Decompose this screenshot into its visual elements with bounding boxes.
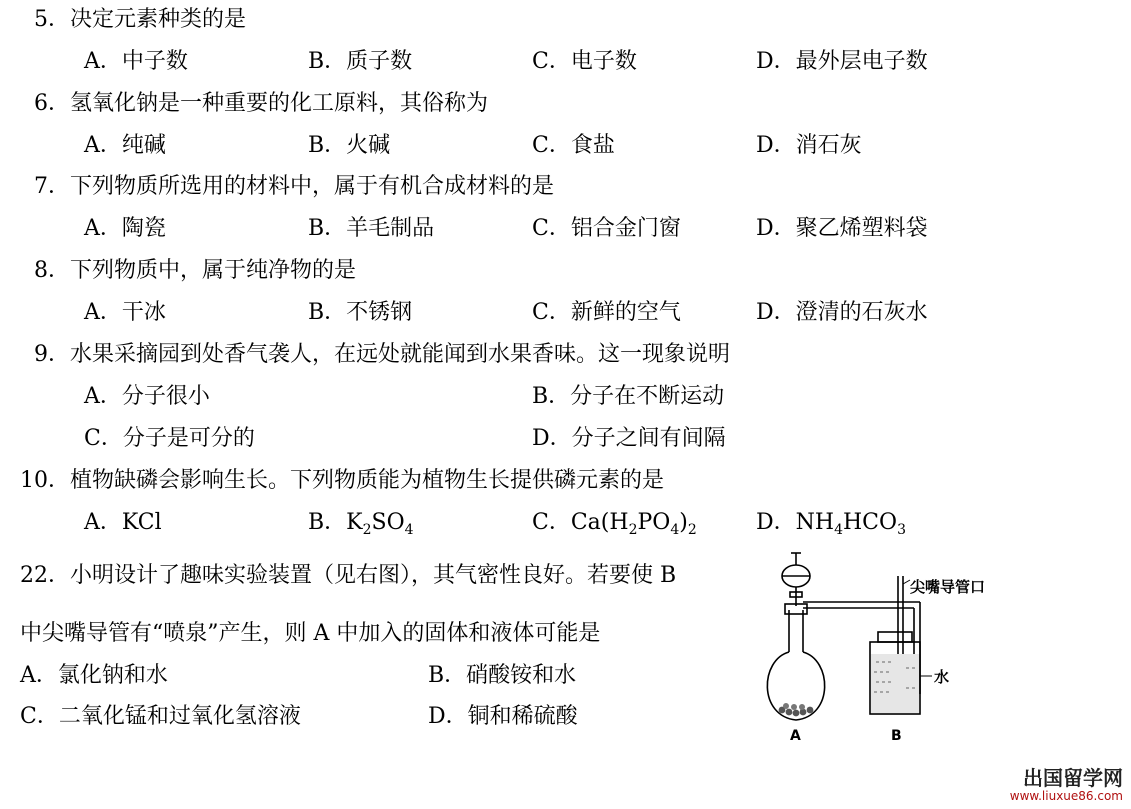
question-text: 决定元素种类的是 (70, 7, 247, 32)
q9-option-b: B．分子在不断运动 (532, 384, 725, 409)
q22-option-d: D．铜和稀硫酸 (428, 704, 578, 729)
q8-option-b: B．不锈钢 (308, 300, 413, 325)
question-number: 7． (34, 174, 70, 199)
q22-option-b: B．硝酸铵和水 (428, 663, 577, 688)
q9-option-a: A．分子很小 (84, 384, 210, 409)
label-b: B (891, 728, 902, 744)
question-text: 下列物质所选用的材料中，属于有机合成材料的是 (70, 174, 555, 199)
formula-part: HCO (843, 510, 898, 535)
watermark-logo (1010, 767, 1123, 803)
apparatus-diagram (760, 548, 1010, 748)
watermark-url: www.liuxue86.com (1009, 789, 1123, 803)
q10-option-b (308, 508, 414, 545)
q10-option-d (756, 508, 906, 545)
question-9-stem (34, 340, 730, 370)
question-text: 植物缺磷会影响生长。下列物质能为植物生长提供磷元素的是 (70, 468, 665, 493)
formula-subscript: 2 (362, 522, 372, 538)
q9-option-c: C．分子是可分的 (84, 426, 255, 451)
q7-option-a: A．陶瓷 (84, 216, 166, 241)
formula-subscript: 3 (897, 522, 906, 538)
formula-part: SO (371, 510, 405, 535)
question-6-stem (34, 89, 488, 119)
watermark-text: 出国留学网 (1023, 766, 1123, 790)
question-5-stem (34, 5, 246, 35)
formula-part: PO (637, 510, 671, 535)
formula-subscript: 4 (404, 522, 414, 538)
q5-option-d: D．最外层电子数 (756, 49, 928, 74)
question-7-stem (34, 172, 554, 202)
formula-part: D．NH (756, 510, 835, 535)
formula-part: ) (679, 510, 688, 535)
label-a: A (790, 728, 801, 744)
q6-option-a: A．纯碱 (84, 133, 166, 158)
q10-option-a: A．KCl (84, 510, 162, 535)
solid-pellets (779, 703, 814, 716)
label-nozzle: 尖嘴导管口 (910, 578, 986, 596)
water-fill (871, 654, 919, 713)
question-text: 水果采摘园到处香气袭人，在远处就能闻到水果香味。这一现象说明 (70, 342, 731, 367)
formula-subscript: 2 (628, 522, 638, 538)
q22-option-a: A．氯化钠和水 (20, 663, 168, 688)
q8-option-c: C．新鲜的空气 (532, 300, 681, 325)
nozzle-leader-line (903, 580, 910, 584)
question-number: 9． (34, 342, 70, 367)
question-number: 6． (34, 91, 70, 116)
q6-option-c: C．食盐 (532, 133, 615, 158)
q6-option-b: B．火碱 (308, 133, 391, 158)
q7-option-d: D．聚乙烯塑料袋 (756, 216, 928, 241)
q9-option-d: D．分子之间有间隔 (532, 426, 726, 451)
label-water: 水 (934, 668, 950, 686)
question-text: 氢氧化钠是一种重要的化工原料，其俗称为 (70, 91, 489, 116)
question-text: 下列物质中，属于纯净物的是 (70, 258, 357, 283)
formula-subscript: 4 (834, 522, 843, 538)
question-number: 8． (34, 258, 70, 283)
formula-part: B．K (308, 510, 363, 535)
q7-option-b: B．羊毛制品 (308, 216, 435, 241)
question-22-stem-line2: 中尖嘴导管有“喷泉”产生，则 A 中加入的固体和液体可能是 (20, 621, 601, 646)
formula-subscript: 2 (687, 522, 697, 538)
question-number: 22． (20, 563, 70, 588)
q5-option-b: B．质子数 (308, 49, 413, 74)
q6-option-d: D．消石灰 (756, 133, 862, 158)
question-8-stem (34, 256, 356, 286)
q22-option-c: C．二氧化锰和过氧化氢溶液 (20, 704, 301, 729)
formula-part: C．Ca(H (532, 510, 629, 535)
q10-option-c (532, 508, 697, 545)
q8-option-a: A．干冰 (84, 300, 166, 325)
q8-option-d: D．澄清的石灰水 (756, 300, 928, 325)
question-number: 5． (34, 7, 70, 32)
q5-option-c: C．电子数 (532, 49, 637, 74)
question-22-stem-line1 (20, 561, 676, 591)
question-text: 小明设计了趣味实验装置（见右图），其气密性良好。若要使 B (70, 563, 677, 588)
question-10-stem (20, 466, 664, 496)
q7-option-c: C．铝合金门窗 (532, 216, 681, 241)
question-number: 10． (20, 468, 70, 493)
formula-subscript: 4 (670, 522, 680, 538)
q5-option-a: A．中子数 (84, 49, 188, 74)
